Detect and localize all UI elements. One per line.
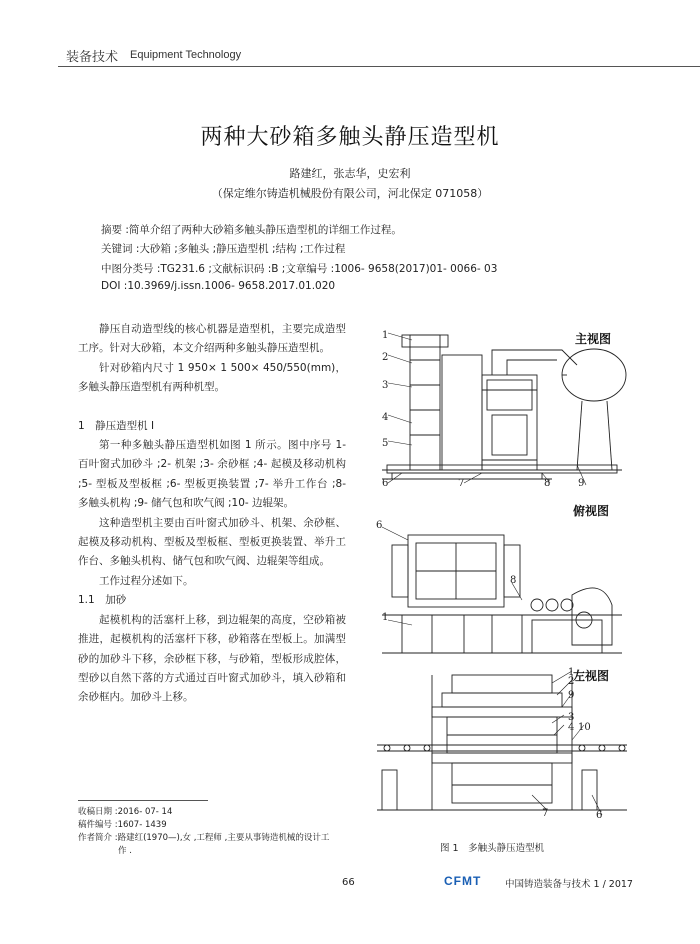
callout-number: 3 [382, 380, 389, 391]
callout-number: 2 [382, 352, 389, 363]
callout-number: 6 [376, 520, 383, 531]
callout-number: 9 [578, 478, 585, 489]
left-view [377, 675, 627, 810]
paragraph-process-intro: 工作过程分述如下。 [99, 574, 194, 587]
callout-number: 1 [382, 330, 389, 341]
view-label-front: 主视图 [575, 332, 612, 346]
callout-number: 4 [382, 412, 389, 423]
paragraph-sand-filling: 起模机构的活塞杆上移，到边辊架的高度，空砂箱被推进，起模机构的活塞杆下移，砂箱落在型板上。加满型砂的加砂斗下移，余砂框下移，与砂箱，型板形成腔体，型砂以自然下落的方式通过百叶窗式加砂斗，填入砂箱和余砂框内。加砂斗上移。 [78, 613, 346, 704]
view-label-left: 左视图 [573, 669, 610, 683]
callout-number: 5 [382, 438, 389, 449]
footnote-bio: 作者简介 :路建红(1970—),女 ,工程师 ,主要从事铸造机械的设计工 [78, 833, 330, 843]
paragraph-intro: 静压自动造型线的核心机器是造型机，主要完成造型工序。针对大砂箱，本文介绍两种多触头静压造型机。 [78, 323, 346, 355]
article-title: 两种大砂箱多触头静压造型机 [200, 125, 500, 150]
callout-number: 7 [542, 808, 549, 819]
footnote-bio-cont: 作 . [118, 846, 132, 856]
abstract: 摘要 :简单介绍了两种大砂箱多触头静压造型机的详细工作过程。 [101, 224, 402, 236]
figure-caption: 图 1 多触头静压造型机 [440, 843, 545, 854]
body-column [78, 320, 346, 708]
section-title-cn: 装备技术 [66, 50, 119, 65]
callout-number: 10 [578, 722, 591, 733]
page-number: 66 [342, 877, 355, 888]
section-heading-1-1: 1.1 加砂 [78, 594, 127, 607]
top-view [382, 535, 622, 653]
front-view [382, 335, 626, 479]
footnote-received: 收稿日期 :2016- 07- 14 [78, 807, 173, 817]
journal-logo: CFMT [444, 874, 482, 888]
callout-number: 6 [382, 478, 389, 489]
figure-drawing [372, 315, 634, 835]
view-label-top: 俯视图 [573, 504, 610, 518]
keywords: 关键词 :大砂箱 ;多触头 ;静压造型机 ;结构 ;工作过程 [101, 243, 346, 255]
article-affiliation: （保定维尔铸造机械股份有限公司，河北保定 071058） [211, 187, 489, 200]
callout-number: 3 [568, 712, 575, 723]
section-heading-1: 1 静压造型机 I [78, 419, 155, 432]
callout-number: 9 [568, 690, 575, 701]
callout-number: 8 [510, 575, 517, 586]
article-authors: 路建红，张志华，史宏利 [289, 167, 411, 180]
journal-name: 中国铸造装备与技术 1 / 2017 [505, 879, 633, 890]
paragraph-sizes: 针对砂箱内尺寸 1 950× 1 500× 450/550(mm)，多触头静压造型机有两种机型。 [78, 361, 346, 394]
callout-number: 1 [568, 667, 575, 678]
section-title-en: Equipment Technology [130, 49, 242, 61]
callout-number: 2 [568, 676, 575, 687]
footnote-ms-no: 稿件编号 :1607- 1439 [78, 820, 167, 830]
header-rule [58, 66, 700, 67]
callout-number: 1 [382, 612, 389, 623]
classification: 中图分类号 :TG231.6 ;文献标识码 :B ;文章编号 :1006- 9658(2017)01- 0066- 03 [101, 263, 498, 275]
footnote-rule [78, 800, 208, 801]
paragraph-figure-desc: 第一种多触头静压造型机如图 1 所示。图中序号 1- 百叶窗式加砂斗 ;2- 机架 ;3- 余砂框 ;4- 起模及移动机构 ;5- 型板及型板框 ;6- 型板更换装置 ;7- 举升工作台 ;8- 多触头机构 ;9- 储气包和吹气阀 ;10- 边辊架。 [78, 439, 346, 510]
callout-number: 6 [596, 810, 603, 821]
doi: DOI :10.3969/j.issn.1006- 9658.2017.01.020 [101, 280, 336, 292]
callout-number: 4 [568, 722, 575, 733]
callout-number: 7 [458, 478, 465, 489]
paragraph-components: 这种造型机主要由百叶窗式加砂斗、机架、余砂框、起模及移动机构、型板及型板框、型板更换装置、举升工作台、多触头机构、储气包和吹气阀、边辊架等组成。 [78, 516, 346, 568]
callout-number: 8 [544, 478, 551, 489]
